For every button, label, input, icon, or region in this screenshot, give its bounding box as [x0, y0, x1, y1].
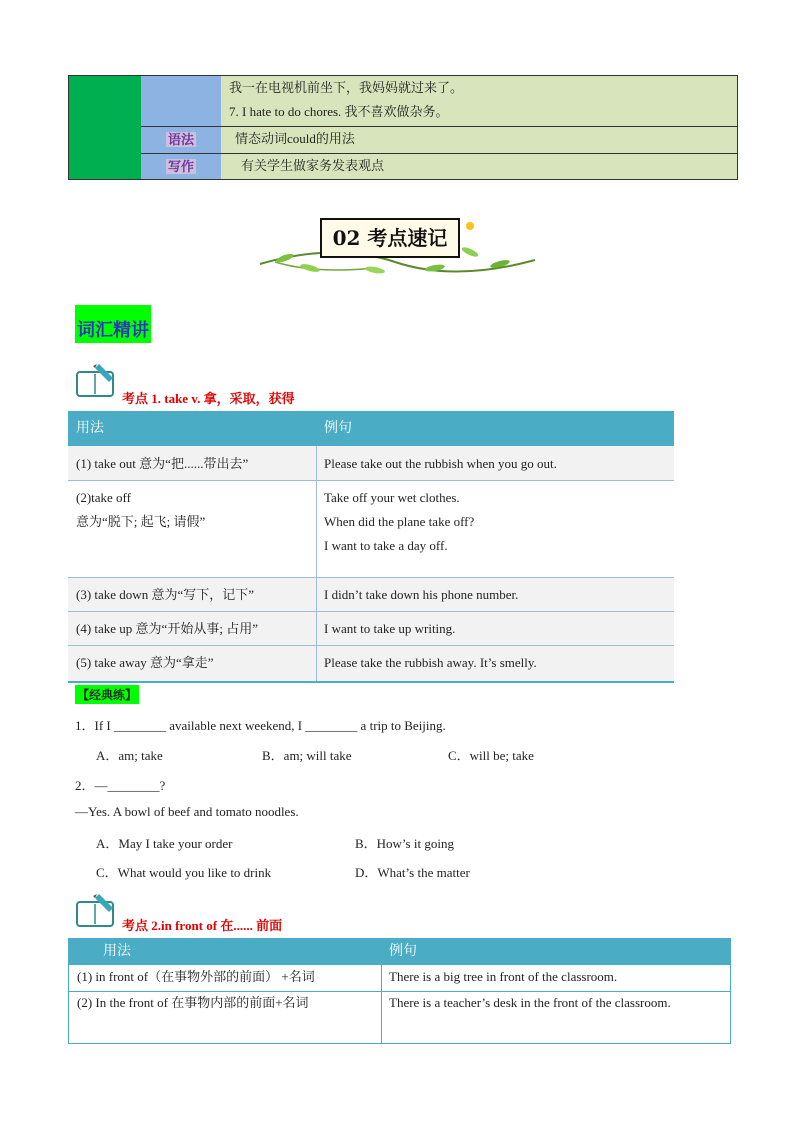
grammar-text: 情态动词could的用法 [221, 126, 737, 153]
point-title: 考点 2.in front of 在...... 前面 [122, 918, 283, 933]
table-cell: (1) take out 意为“把......带出去” [68, 446, 316, 480]
question-line: —Yes. A bowl of beef and tomato noodles. [75, 804, 299, 819]
point2-table [68, 938, 731, 1044]
table-cell: I didn’t take down his phone number. [316, 577, 674, 611]
table-cell: There is a big tree in front of the classroom. [389, 969, 618, 984]
summary-green-cell [69, 76, 142, 179]
writing-text: 有关学生做家务发表观点 [221, 153, 737, 179]
table-cell: Take off your wet clothes. When did the plane take off? I want to take a day off. [324, 490, 475, 553]
option: B．How’s it going [355, 836, 454, 851]
table-cell: Please take out the rubbish when you go out. [316, 446, 674, 480]
option: A．May I take your order [96, 836, 233, 851]
table-cell: (2) In the front of 在事物内部的前面+名词 [77, 995, 309, 1010]
table-cell: I want to take up writing. [316, 611, 674, 645]
option: C．What would you like to drink [96, 865, 272, 880]
option: C．will be; take [448, 748, 534, 763]
summary-table [68, 75, 738, 180]
table-header: 用法 [68, 411, 316, 446]
option: D．What’s the matter [355, 865, 470, 880]
table-cell: There is a teacher’s desk in the front of the classroom. [389, 995, 671, 1010]
summary-line: 7. I hate to do chores. 我不喜欢做杂务。 [229, 104, 449, 119]
table-header: 用法 [69, 939, 381, 965]
book-pen-icon [75, 892, 119, 930]
table-cell: (4) take up 意为“开始从事; 占用” [68, 611, 316, 645]
option: B．am; will take [262, 748, 352, 763]
table-header: 例句 [316, 411, 674, 446]
question-stem: 2．—________? [75, 778, 166, 793]
point1-table [68, 411, 674, 683]
table-cell: Please take the rubbish away. It’s smelly. [316, 645, 674, 681]
writing-label: 写作 [141, 153, 221, 179]
table-cell: (5) take away 意为“拿走” [68, 645, 316, 681]
table-cell: (3) take down 意为“写下，记下” [68, 577, 316, 611]
summary-line: 我一在电视机前坐下，我妈妈就过来了。 [229, 80, 464, 95]
table-cell: (1) in front of（在事物外部的前面） +名词 [77, 969, 315, 984]
section-title: 词汇精讲 [75, 305, 151, 343]
practice-tag: 【经典练】 [75, 685, 139, 704]
question-stem: 1．If I ________ available next weekend, I ________ a trip to Beijing. [75, 718, 446, 733]
table-header: 例句 [381, 939, 730, 965]
banner-title: 02 考点速记 [320, 218, 460, 258]
grammar-label: 语法 [141, 126, 221, 153]
section-banner [255, 212, 540, 282]
point-title: 考点 1. take v. 拿，采取，获得 [122, 391, 295, 406]
table-cell: (2)take off 意为“脱下; 起飞; 请假” [76, 490, 206, 529]
book-pen-icon [75, 362, 119, 400]
option: A．am; take [96, 748, 163, 763]
summary-row-vocab [221, 76, 737, 126]
